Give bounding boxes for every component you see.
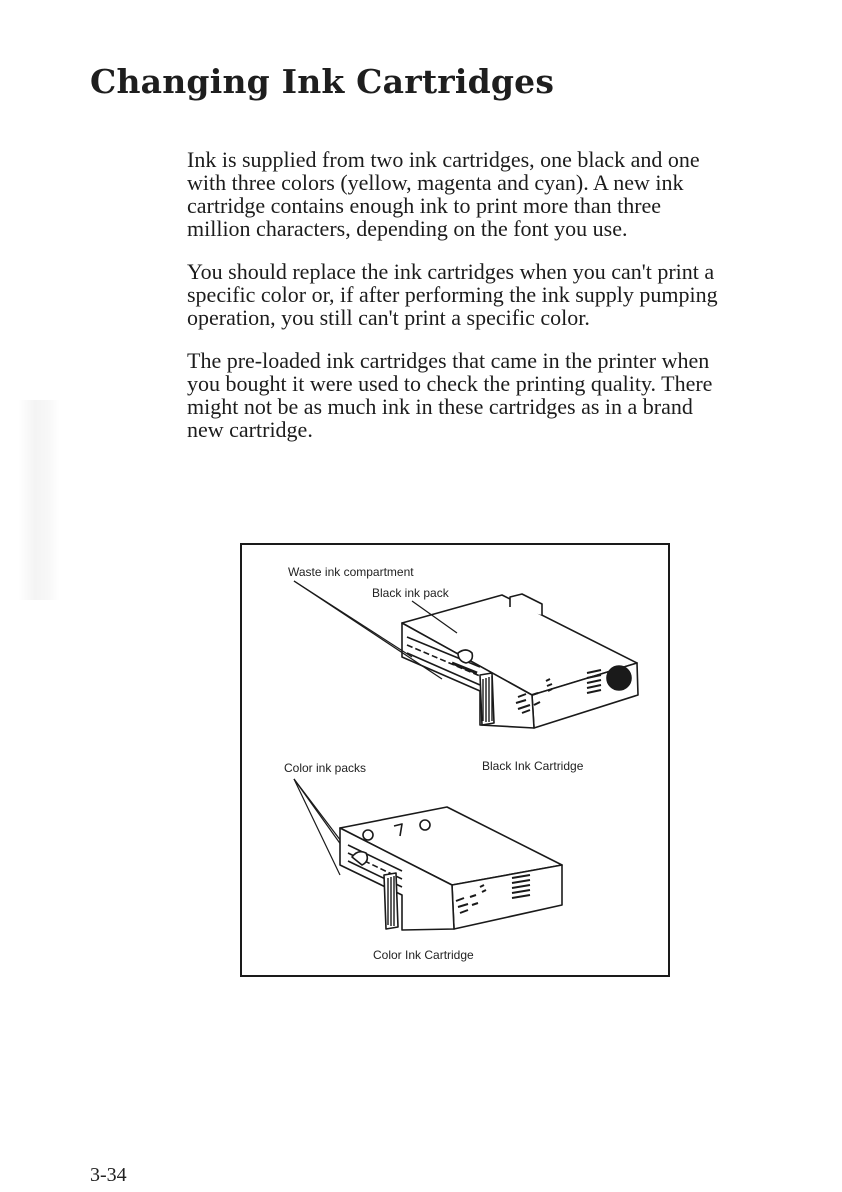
page-number: 3-34 — [90, 1164, 127, 1186]
paragraph-when-to-replace: You should replace the ink cartridges when you can't print a specific color or, if after performing the ink supply pumping operation, you still can't print a specific color. — [187, 259, 718, 330]
page-title: Changing Ink Cartridges — [90, 62, 555, 101]
label-black-ink-pack: Black ink pack — [372, 586, 449, 600]
label-black-ink-cartridge: Black Ink Cartridge — [482, 759, 584, 773]
label-waste-ink-compartment: Waste ink compartment — [288, 565, 414, 579]
paragraph-ink-supply: Ink is supplied from two ink cartridges, one black and one with three colors (yellow, magenta and cyan). A new ink cartridge contains enough ink to print more than three million characters, depending on the font you use. — [187, 147, 700, 241]
scan-margin-shadow — [18, 400, 60, 600]
color-ink-cartridge-illustration — [340, 807, 562, 930]
label-color-ink-cartridge: Color Ink Cartridge — [373, 948, 474, 962]
black-ink-cartridge-illustration — [402, 594, 638, 728]
label-color-ink-packs: Color ink packs — [284, 761, 367, 775]
body-text — [187, 148, 727, 461]
ink-cartridge-figure — [240, 543, 670, 977]
paragraph-preloaded-cartridges: The pre-loaded ink cartridges that came in the printer when you bought it were used to check the printing quality. There might not be as much ink in these cartridges as in a brand new cartridge. — [187, 348, 713, 442]
